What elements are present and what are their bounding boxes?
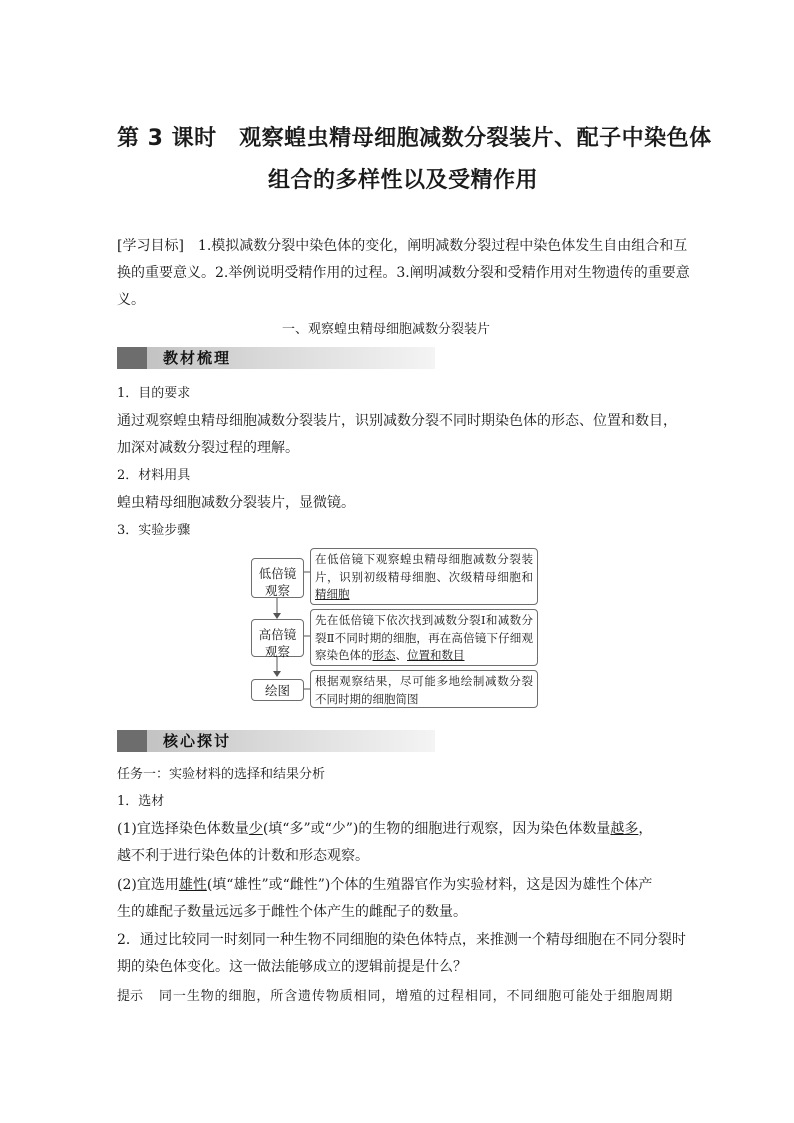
selection-p1-line1 <box>117 816 652 842</box>
text: (1)宜选择染色体数量 <box>117 821 249 837</box>
flow-step-low-power <box>251 558 304 598</box>
banner-textbook-review <box>117 347 435 369</box>
answer-blank: 雄性 <box>178 877 207 893</box>
flow-step-high-power <box>251 619 304 657</box>
objectives-line2: 换的重要意义。2.举例说明受精作用的过程。3.阐明减数分裂和受精作用对生物遗传的重要意 <box>117 265 690 281</box>
objectives-line3: 义。 <box>117 292 145 308</box>
flow-desc-drawing <box>310 670 538 708</box>
flow-desc-answer: 位置 <box>407 648 430 662</box>
hint-label: 提示 <box>117 989 144 1004</box>
banner-marker <box>117 730 147 752</box>
flow-desc-answer: 形态 <box>372 648 396 662</box>
flow-desc-text: 根据观察结果，尽可能多地绘制减数分裂不同时期的细胞简图 <box>315 674 533 706</box>
flow-step-label: 低倍镜 <box>258 566 297 581</box>
page-title-line1: 第 3 课时 观察蝗虫精母细胞减数分裂装片、配子中染色体 <box>117 126 712 151</box>
item3-heading: 3．实验步骤 <box>117 523 191 538</box>
answer-blank: 少 <box>248 821 263 837</box>
question2-line2: 期的染色体变化。这一做法能够成立的逻辑前提是什么？ <box>117 959 467 975</box>
text: (填“多”或“少”)的生物的细胞进行观察，因为染色体数量 <box>262 821 611 837</box>
hint-line <box>117 984 673 1010</box>
page-title-line2: 组合的多样性以及受精作用 <box>268 168 539 193</box>
flow-desc-text: 在低倍镜下观察蝗虫精母细胞减数分裂装片，识别初级精母细胞、次级精母细胞和 <box>315 552 533 584</box>
item1-line1: 通过观察蝗虫精母细胞减数分裂装片，识别减数分裂不同时期染色体的形态、位置和数目， <box>117 413 677 429</box>
selection-p1-line2: 越不利于进行染色体的计数和形态观察。 <box>117 848 369 864</box>
text: ， <box>638 821 653 837</box>
task1-heading: 任务一：实验材料的选择和结果分析 <box>117 767 326 782</box>
arrow-down-icon <box>273 671 281 677</box>
objectives-line1: [学习目标] 1.模拟减数分裂中染色体的变化，阐明减数分裂过程中染色体发生自由组合和互 <box>117 238 688 254</box>
item2-heading: 2．材料用具 <box>117 468 191 483</box>
answer-blank: 越多 <box>610 821 639 837</box>
flow-step-label: 观察 <box>264 583 290 598</box>
flow-desc-text: 、 <box>395 648 407 662</box>
item1-heading: 1．目的要求 <box>117 386 191 401</box>
selection-p2-line2: 生的雄配子数量远远多于雌性个体产生的雌配子的数量。 <box>117 904 467 920</box>
flow-step-drawing <box>251 679 304 701</box>
item2-line1: 蝗虫精母细胞减数分裂装片，显微镜。 <box>117 495 355 511</box>
flow-step-label: 绘图 <box>264 683 290 698</box>
experiment-flowchart <box>250 548 540 708</box>
flow-step-label: 高倍镜 <box>258 627 297 642</box>
section-heading: 一、观察蝗虫精母细胞减数分裂装片 <box>282 322 491 337</box>
flow-desc-answer: 和数目 <box>430 648 465 662</box>
banner-core-inquiry <box>117 730 435 752</box>
selection-p2-line1 <box>117 872 652 898</box>
text: (2)宜选用 <box>117 877 179 893</box>
banner-marker <box>117 347 147 369</box>
flow-step-label: 观察 <box>264 644 290 659</box>
item1-line2: 加深对减数分裂过程的理解。 <box>117 440 299 456</box>
flow-desc-text: 先在低倍镜下依次找到减数分裂Ⅰ和减数分裂Ⅱ不同时期的细胞，再在高倍镜下仔细观察染色体的 <box>315 613 533 662</box>
flow-desc-answer: 精细胞 <box>315 587 350 601</box>
hint-text: 同一生物的细胞，所含遗传物质相同，增殖的过程相同，不同细胞可能处于细胞周期 <box>159 989 674 1004</box>
question2-line1: 2．通过比较同一时刻同一种生物不同细胞的染色体特点，来推测一个精母细胞在不同分裂时 <box>117 932 686 948</box>
banner-label: 核心探讨 <box>163 732 232 750</box>
flow-desc-low-power <box>310 548 538 605</box>
text: (填“雄性”或“雌性”)个体的生殖器官作为实验材料，这是因为雄性个体产 <box>206 877 653 893</box>
banner-label: 教材梳理 <box>163 349 232 367</box>
selection-heading: 1．选材 <box>117 794 165 809</box>
flow-desc-high-power <box>310 609 538 666</box>
